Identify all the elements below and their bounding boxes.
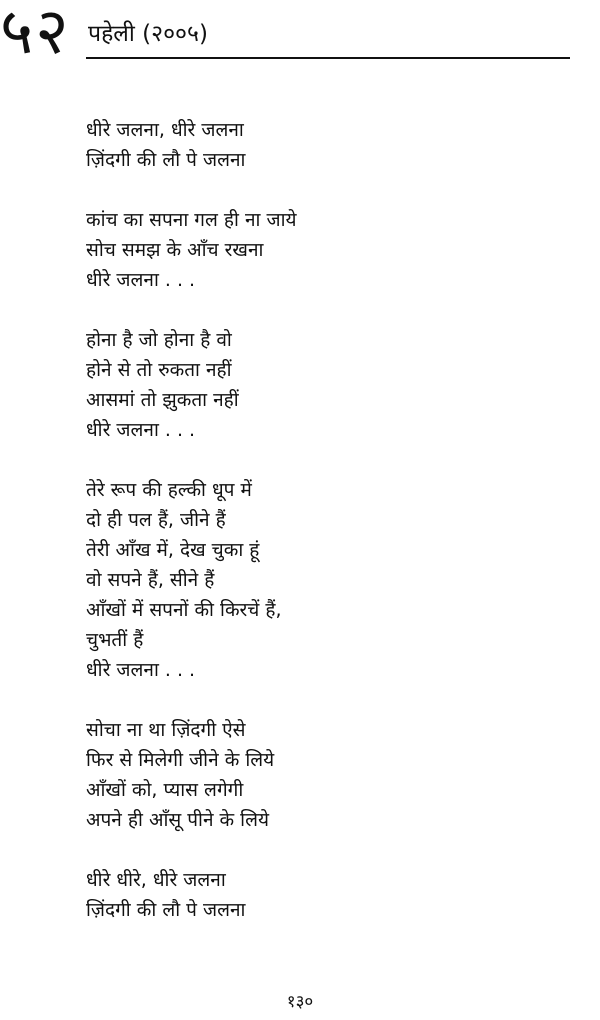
- page-number: १३०: [286, 992, 314, 1012]
- song-number: ५२: [0, 0, 71, 69]
- lyric-line: तेरे रूप की हल्की धूप में: [86, 479, 252, 501]
- stanza: [86, 475, 566, 685]
- lyric-line: आँखों को, प्यास लगेगी: [86, 779, 244, 801]
- lyric-line: धीरे जलना, धीरे जलना: [86, 119, 244, 141]
- stanza: [86, 325, 566, 445]
- lyric-line: कांच का सपना गल ही ना जाये: [86, 209, 297, 231]
- lyric-line: होना है जो होना है वो: [86, 329, 232, 351]
- header-rule: [86, 57, 570, 59]
- lyric-line: आँखों में सपनों की किरचें हैं,: [86, 599, 282, 621]
- lyric-line: अपने ही आँसू पीने के लिये: [86, 809, 269, 831]
- stanza: [86, 865, 566, 925]
- lyric-line: दो ही पल हैं, जीने हैं: [86, 509, 226, 531]
- lyric-line: धीरे जलना . . .: [86, 659, 196, 681]
- stanza: [86, 205, 566, 295]
- lyric-line: ज़िंदगी की लौ पे जलना: [86, 899, 246, 921]
- lyric-line: सोच समझ के आँच रखना: [86, 239, 264, 261]
- lyric-line: वो सपने हैं, सीने हैं: [86, 569, 215, 591]
- lyric-line: फिर से मिलेगी जीने के लिये: [86, 749, 275, 771]
- page-header: [0, 0, 600, 80]
- lyric-line: चुभतीं हैं: [86, 629, 144, 651]
- lyric-line: धीरे जलना . . .: [86, 419, 196, 441]
- lyrics: [86, 115, 566, 955]
- lyric-line: धीरे धीरे, धीरे जलना: [86, 869, 226, 891]
- stanza: [86, 115, 566, 175]
- song-title: पहेली (२००५): [88, 21, 208, 47]
- lyric-line: आसमां तो झुकता नहीं: [86, 389, 239, 411]
- lyric-line: सोचा ना था ज़िंदगी ऐसे: [86, 719, 246, 741]
- lyric-line: धीरे जलना . . .: [86, 269, 196, 291]
- lyric-line: होने से तो रुकता नहीं: [86, 359, 232, 381]
- lyric-line: ज़िंदगी की लौ पे जलना: [86, 149, 246, 171]
- stanza: [86, 715, 566, 835]
- lyric-line: तेरी आँख में, देख चुका हूं: [86, 539, 260, 561]
